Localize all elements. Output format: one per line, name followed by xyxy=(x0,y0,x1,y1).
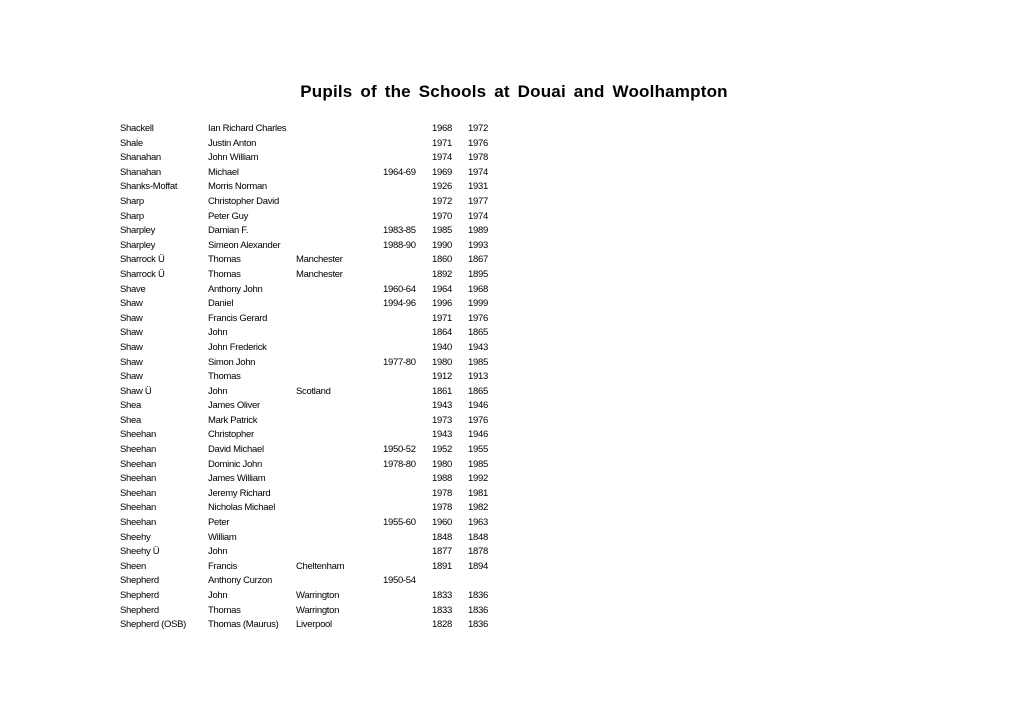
surname-cell: Shepherd (OSB) xyxy=(120,619,187,631)
leaving-year-cell: 1895 xyxy=(468,268,488,280)
leaving-year-cell: 1999 xyxy=(468,298,488,310)
forenames-cell: Francis Gerard xyxy=(208,312,268,324)
leaving-year-cell: 1985 xyxy=(468,356,488,368)
leaving-year-cell: 1981 xyxy=(468,487,488,499)
entry-year-cell: 1848 xyxy=(432,531,452,543)
entry-year-cell: 1968 xyxy=(432,123,452,134)
entry-year-cell: 1828 xyxy=(432,619,452,631)
entry-year-cell: 1940 xyxy=(432,341,452,353)
surname-cell: Shanahan xyxy=(120,166,161,178)
forenames-cell: Anthony John xyxy=(208,283,263,295)
leaving-year-cell: 1976 xyxy=(468,137,488,149)
surname-cell: Shea xyxy=(120,400,141,412)
leaving-year-cell: 1894 xyxy=(468,560,488,572)
surname-cell: Sheehan xyxy=(120,473,156,485)
prep-years-cell: 1950-54 xyxy=(383,575,416,587)
forenames-cell: Peter Guy xyxy=(208,210,249,222)
surname-cell: Shaw xyxy=(120,356,143,368)
forenames-cell: John Frederick xyxy=(208,341,267,353)
entry-year-cell: 1864 xyxy=(432,327,452,339)
leaving-year-cell: 1989 xyxy=(468,225,488,237)
entry-year-cell: 1833 xyxy=(432,604,452,616)
surname-cell: Sharrock Ü xyxy=(120,254,165,266)
town-cell: Liverpool xyxy=(296,619,332,631)
page-title: Pupils of the Schools at Douai and Woolhampton xyxy=(300,82,728,101)
prep-years-cell: 1950-52 xyxy=(383,444,416,456)
leaving-year-cell: 1985 xyxy=(468,458,488,470)
leaving-year-cell: 1992 xyxy=(468,473,488,485)
surname-cell: Shea xyxy=(120,414,141,426)
town-cell: Manchester xyxy=(296,268,343,280)
surname-cell: Sheehan xyxy=(120,444,156,456)
forenames-cell: Mark Patrick xyxy=(208,414,258,426)
entry-year-cell: 1926 xyxy=(432,181,452,193)
town-cell: Warrington xyxy=(296,590,340,601)
town-cell: Manchester xyxy=(296,254,343,266)
entry-year-cell: 1974 xyxy=(432,152,452,164)
leaving-year-cell: 1974 xyxy=(468,166,488,178)
forenames-cell: Christopher David xyxy=(208,195,279,207)
leaving-year-cell: 1867 xyxy=(468,254,488,266)
forenames-cell: Michael xyxy=(208,166,239,178)
forenames-cell: David Michael xyxy=(208,444,264,456)
forenames-cell: Christopher xyxy=(208,429,254,441)
forenames-cell: William xyxy=(208,531,237,543)
forenames-cell: John xyxy=(208,385,228,397)
leaving-year-cell: 1865 xyxy=(468,327,488,339)
prep-years-cell: 1977-80 xyxy=(383,356,416,368)
surname-cell: Sharp xyxy=(120,210,144,222)
forenames-cell: Morris Norman xyxy=(208,181,267,193)
entry-year-cell: 1996 xyxy=(432,298,452,310)
forenames-cell: John xyxy=(208,590,228,601)
prep-years-cell: 1964-69 xyxy=(383,166,416,178)
entry-year-cell: 1978 xyxy=(432,502,452,514)
forenames-cell: Damian F. xyxy=(208,225,249,237)
forenames-cell: John xyxy=(208,327,228,339)
leaving-year-cell: 1946 xyxy=(468,400,488,412)
leaving-year-cell: 1968 xyxy=(468,283,488,295)
surname-cell: Sheehan xyxy=(120,429,156,441)
surname-cell: Sheehan xyxy=(120,502,156,514)
leaving-year-cell: 1982 xyxy=(468,502,488,514)
surname-cell: Shaw xyxy=(120,298,143,310)
surname-cell: Shave xyxy=(120,283,146,295)
prep-years-cell: 1988-90 xyxy=(383,239,416,251)
prep-years-cell: 1955-60 xyxy=(383,517,416,529)
surname-cell: Shaw Ü xyxy=(120,385,152,397)
forenames-cell: John xyxy=(208,546,228,558)
entry-year-cell: 1943 xyxy=(432,400,452,412)
entry-year-cell: 1985 xyxy=(432,225,452,237)
surname-cell: Sharpley xyxy=(120,239,156,251)
entry-year-cell: 1970 xyxy=(432,210,452,222)
surname-cell: Sharrock Ü xyxy=(120,268,165,280)
forenames-cell: Justin Anton xyxy=(208,137,257,149)
leaving-year-cell: 1946 xyxy=(468,429,488,441)
entry-year-cell: 1972 xyxy=(432,195,452,207)
entry-year-cell: 1964 xyxy=(432,283,452,295)
surname-cell: Sheehy Ü xyxy=(120,546,160,558)
town-cell: Scotland xyxy=(296,385,331,397)
leaving-year-cell: 1931 xyxy=(468,181,488,193)
forenames-cell: Anthony Curzon xyxy=(208,575,272,587)
leaving-year-cell: 1963 xyxy=(468,517,488,529)
entry-year-cell: 1971 xyxy=(432,312,452,324)
entry-year-cell: 1980 xyxy=(432,458,452,470)
surname-cell: Sharp xyxy=(120,195,144,207)
surname-cell: Shaw xyxy=(120,327,143,339)
entry-year-cell: 1978 xyxy=(432,487,452,499)
forenames-cell: Thomas (Maurus) xyxy=(208,619,279,631)
surname-cell: Shale xyxy=(120,137,143,149)
entry-year-cell: 1969 xyxy=(432,166,452,178)
forenames-cell: Thomas xyxy=(208,604,241,616)
surname-cell: Sheehan xyxy=(120,487,156,499)
surname-cell: Shaw xyxy=(120,312,143,324)
entry-year-cell: 1980 xyxy=(432,356,452,368)
entry-year-cell: 1860 xyxy=(432,254,452,266)
entry-year-cell: 1952 xyxy=(432,444,452,456)
forenames-cell: Thomas xyxy=(208,254,241,266)
prep-years-cell: 1960-64 xyxy=(383,283,416,295)
entry-year-cell: 1988 xyxy=(432,473,452,485)
surname-cell: Shackell xyxy=(120,123,154,134)
forenames-cell: Nicholas Michael xyxy=(208,502,276,514)
forenames-cell: Simeon Alexander xyxy=(208,239,281,251)
leaving-year-cell: 1972 xyxy=(468,123,488,134)
leaving-year-cell: 1976 xyxy=(468,414,488,426)
entry-year-cell: 1861 xyxy=(432,385,452,397)
forenames-cell: James William xyxy=(208,473,266,485)
prep-years-cell: 1978-80 xyxy=(383,458,416,470)
entry-year-cell: 1877 xyxy=(432,546,452,558)
leaving-year-cell: 1943 xyxy=(468,341,488,353)
prep-years-cell: 1983-85 xyxy=(383,225,416,237)
surname-cell: Sharpley xyxy=(120,225,156,237)
leaving-year-cell: 1878 xyxy=(468,546,488,558)
prep-years-cell: 1994-96 xyxy=(383,298,416,310)
leaving-year-cell: 1974 xyxy=(468,210,488,222)
leaving-year-cell: 1993 xyxy=(468,239,488,251)
leaving-year-cell: 1848 xyxy=(468,531,488,543)
forenames-cell: John William xyxy=(208,152,259,164)
surname-cell: Shepherd xyxy=(120,604,159,616)
leaving-year-cell: 1978 xyxy=(468,152,488,164)
entry-year-cell: 1990 xyxy=(432,239,452,251)
forenames-cell: Ian Richard Charles xyxy=(208,123,287,134)
forenames-cell: Peter xyxy=(208,517,230,529)
leaving-year-cell: 1976 xyxy=(468,312,488,324)
entry-year-cell: 1891 xyxy=(432,560,452,572)
town-cell: Cheltenham xyxy=(296,560,345,572)
leaving-year-cell: 1913 xyxy=(468,371,488,383)
entry-year-cell: 1973 xyxy=(432,414,452,426)
forenames-cell: Francis xyxy=(208,560,238,572)
forenames-cell: Daniel xyxy=(208,298,234,310)
leaving-year-cell: 1836 xyxy=(468,619,488,631)
surname-cell: Sheehan xyxy=(120,458,156,470)
town-cell: Warrington xyxy=(296,604,340,616)
surname-cell: Sheehan xyxy=(120,517,156,529)
leaving-year-cell: 1865 xyxy=(468,385,488,397)
forenames-cell: Jeremy Richard xyxy=(208,487,271,499)
entry-year-cell: 1943 xyxy=(432,429,452,441)
entry-year-cell: 1960 xyxy=(432,517,452,529)
leaving-year-cell: 1977 xyxy=(468,195,488,207)
surname-cell: Shepherd xyxy=(120,590,159,601)
leaving-year-cell: 1836 xyxy=(468,604,488,616)
surname-cell: Shepherd xyxy=(120,575,159,587)
surname-cell: Sheen xyxy=(120,560,146,572)
surname-cell: Sheehy xyxy=(120,531,151,543)
entry-year-cell: 1892 xyxy=(432,268,452,280)
leaving-year-cell: 1836 xyxy=(468,590,488,601)
surname-cell: Shaw xyxy=(120,371,143,383)
leaving-year-cell: 1955 xyxy=(468,444,488,456)
surname-cell: Shaw xyxy=(120,341,143,353)
entry-year-cell: 1912 xyxy=(432,371,452,383)
forenames-cell: Thomas xyxy=(208,371,241,383)
entry-year-cell: 1833 xyxy=(432,590,452,601)
forenames-cell: Thomas xyxy=(208,268,241,280)
forenames-cell: James Oliver xyxy=(208,400,260,412)
surname-cell: Shanks-Moffat xyxy=(120,181,178,193)
forenames-cell: Simon John xyxy=(208,356,256,368)
surname-cell: Shanahan xyxy=(120,152,161,164)
forenames-cell: Dominic John xyxy=(208,458,262,470)
entry-year-cell: 1971 xyxy=(432,137,452,149)
